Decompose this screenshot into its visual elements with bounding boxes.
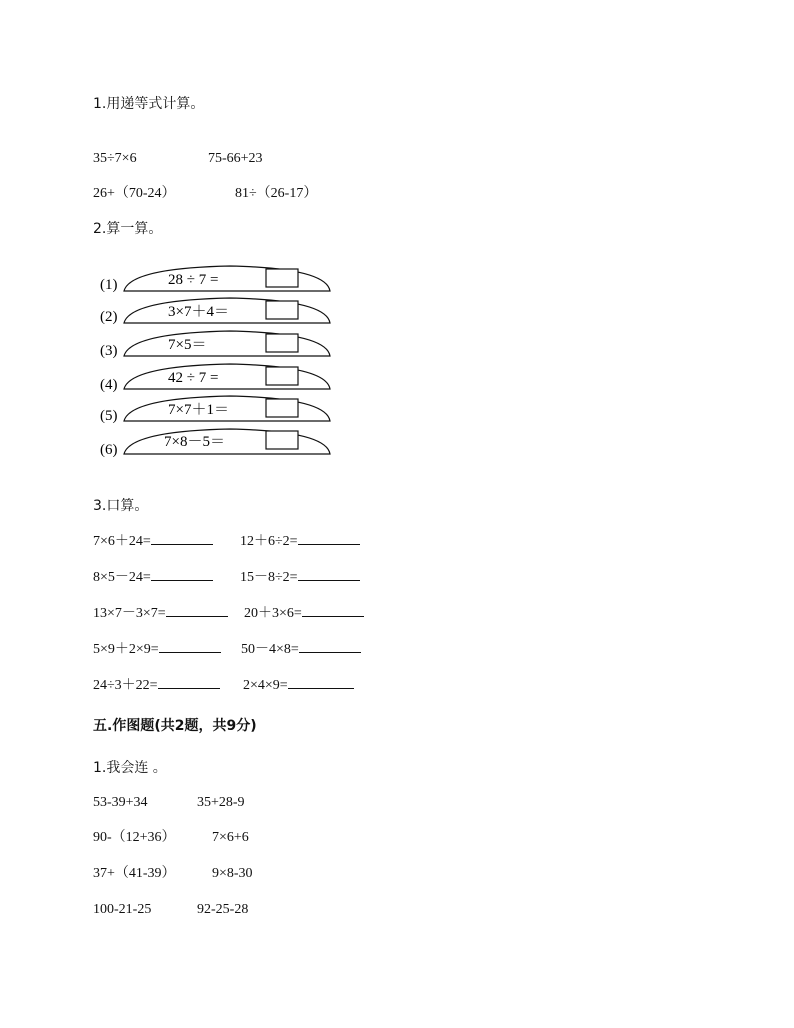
arch-problems-figure: [90, 258, 340, 468]
problem-expression: 28 ÷ 7 =: [168, 272, 219, 288]
calc-expr: 75-66+23: [208, 151, 263, 166]
arch-row-5: [100, 396, 330, 424]
problem-number: (6): [100, 442, 118, 458]
matching-expr-right[interactable]: 7×6+6: [212, 830, 249, 845]
section5-heading: 五.作图题(共2题，共9分): [93, 718, 257, 734]
matching-expr-right[interactable]: 35+28-9: [197, 795, 245, 810]
answer-blank[interactable]: [166, 604, 228, 617]
mental-math-item: 24÷3＋22=: [93, 676, 220, 695]
problem-number: (5): [100, 408, 118, 424]
mental-math-item: 12＋6÷2=: [240, 532, 360, 551]
answer-blank[interactable]: [302, 604, 364, 617]
problem-expression: 7×8－5＝: [164, 434, 225, 450]
answer-blank[interactable]: [298, 568, 360, 581]
answer-blank[interactable]: [298, 532, 360, 545]
mental-math-item: 7×6＋24=: [93, 532, 213, 551]
matching-expr-left[interactable]: 37+（41-39）: [93, 866, 176, 881]
answer-blank[interactable]: [288, 676, 354, 689]
problem-number: (4): [100, 377, 118, 393]
mental-math-item: 20＋3×6=: [244, 604, 364, 623]
arch-row-4: [100, 364, 330, 393]
calc-expr: 35÷7×6: [93, 151, 137, 166]
answer-blank[interactable]: [159, 640, 221, 653]
answer-blank[interactable]: [151, 532, 213, 545]
answer-blank[interactable]: [158, 676, 220, 689]
problem-number: (1): [100, 277, 118, 293]
mental-math-item: 8×5－24=: [93, 568, 213, 587]
calc-expr: 81÷（26-17）: [235, 186, 318, 201]
mental-math-item: 15－8÷2=: [240, 568, 360, 587]
matching-expr-left[interactable]: 100-21-25: [93, 902, 152, 917]
mental-math-item: 50－4×8=: [241, 640, 361, 659]
section1-title: 1.用递等式计算。: [93, 96, 205, 112]
problem-expression: 7×5＝: [168, 337, 207, 353]
answer-box[interactable]: [266, 399, 298, 417]
mental-math-item: 13×7－3×7=: [93, 604, 228, 623]
answer-box[interactable]: [266, 334, 298, 352]
mental-math-item: 5×9＋2×9=: [93, 640, 221, 659]
problem-number: (2): [100, 309, 118, 325]
matching-expr-right[interactable]: 92-25-28: [197, 902, 249, 917]
section2-title: 2.算一算。: [93, 221, 163, 237]
problem-number: (3): [100, 343, 118, 359]
matching-expr-left[interactable]: 53-39+34: [93, 795, 148, 810]
matching-expr-left[interactable]: 90-（12+36）: [93, 830, 176, 845]
arch-row-6: [100, 429, 330, 458]
answer-box[interactable]: [266, 431, 298, 449]
arch-row-2: [100, 298, 330, 325]
answer-box[interactable]: [266, 301, 298, 319]
arch-row-1: [100, 266, 330, 293]
section3-title: 3.口算。: [93, 498, 149, 514]
answer-blank[interactable]: [299, 640, 361, 653]
arch-row-3: [100, 331, 330, 359]
matching-expr-right[interactable]: 9×8-30: [212, 866, 253, 881]
problem-expression: 3×7＋4＝: [168, 304, 229, 320]
mental-math-item: 2×4×9=: [243, 676, 354, 695]
section5-subtitle: 1.我会连 。: [93, 760, 167, 776]
problem-expression: 42 ÷ 7 =: [168, 370, 219, 386]
answer-box[interactable]: [266, 367, 298, 385]
answer-box[interactable]: [266, 269, 298, 287]
answer-blank[interactable]: [151, 568, 213, 581]
calc-expr: 26+（70-24）: [93, 186, 176, 201]
problem-expression: 7×7＋1＝: [168, 402, 229, 418]
